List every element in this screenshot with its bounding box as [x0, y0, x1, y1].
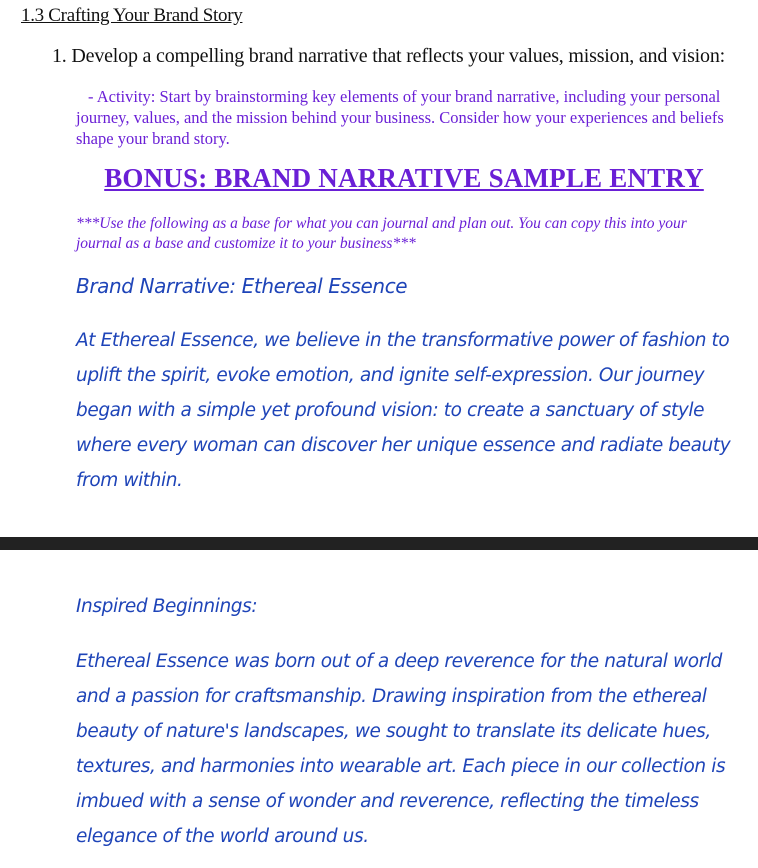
bonus-title: BONUS: BRAND NARRATIVE SAMPLE ENTRY	[104, 163, 704, 193]
section-heading: 1.3 Crafting Your Brand Story	[21, 5, 243, 26]
brand-narrative-heading: Brand Narrative: Ethereal Essence	[76, 274, 408, 298]
journal-note: ***Use the following as a base for what you can journal and plan out. You can copy this into your journal as a base and customize it to your business***	[76, 215, 687, 252]
inspired-beginnings-heading: Inspired Beginnings:	[76, 596, 258, 617]
document-page-2	[0, 550, 758, 868]
activity-text: - Activity: Start by brainstorming key elements of your brand narrative, including your personal journey, values, and the mission behind your business. Consider how your experiences and beliefs shape your brand story.	[76, 87, 724, 148]
brand-narrative-body: At Ethereal Essence, we believe in the transformative power of fashion to uplift the spirit, evoke emotion, and ignite self-expression. Our journey began with a simple yet profound vision: to create a sanctuary of style where every woman can discover her unique essence and radiate beauty from within.	[76, 330, 731, 491]
list-item-brand-narrative: 1. Develop a compelling brand narrative that reflects your values, mission, and vision:	[52, 45, 725, 67]
page-break-divider	[0, 537, 758, 550]
inspired-beginnings-body: Ethereal Essence was born out of a deep reverence for the natural world and a passion for craftsmanship. Drawing inspiration from the ethereal beauty of nature's landscapes, we sought to translate its delicate hues, textures, and harmonies into wearable art. Each piece in our collection is imbued with a sense of wonder and reverence, reflecting the timeless elegance of the world around us.	[76, 651, 726, 847]
